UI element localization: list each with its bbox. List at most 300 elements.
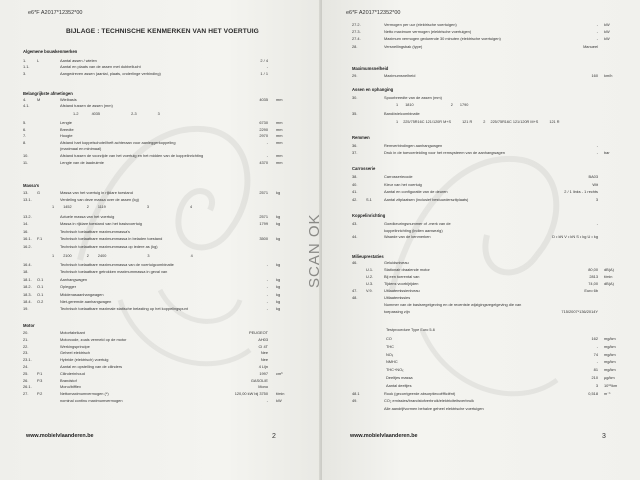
spec-unit: bar	[604, 150, 610, 156]
spec-value: -	[266, 153, 268, 158]
spec-label: Nummer van de basisregelgeving en de recentste wijzigingsregelgeving die van	[384, 302, 522, 307]
assen-sub2-c: 121 R	[462, 120, 473, 124]
spec-label: Alle aandrijfvormen behalve geheel elektrische voertuigen	[384, 405, 484, 411]
spec-label: Aantal en configuratie van de deuren	[384, 189, 448, 195]
spec-row	[23, 236, 292, 242]
spec-code: P.2	[37, 391, 43, 397]
massa-sub2-c: 2	[86, 254, 89, 258]
spec-row	[352, 95, 620, 101]
spec-row	[23, 269, 292, 275]
spec-label: Netto maximum vermogen (elektrische voertuigen)	[384, 29, 472, 35]
spec-label: Tijdens voorbijrijden	[384, 281, 419, 286]
spec-row	[352, 302, 620, 308]
massa-sub1-c: 2	[86, 205, 89, 209]
spec-number: 40.	[352, 181, 358, 187]
spec-code: O.2	[37, 299, 44, 304]
spec-number: 16.4.	[23, 262, 32, 267]
emission-unit: mg/km	[604, 367, 616, 373]
emission-label: Aantal deeltjes	[386, 382, 412, 388]
spec-value: -	[596, 150, 598, 156]
spec-unit: kW	[604, 36, 610, 42]
section-heading-assen: Assen en ophanging	[352, 87, 394, 92]
emission-row	[386, 367, 626, 373]
section-heading-snelheid: Maximumsnelheid	[352, 66, 389, 71]
spec-number: 26.	[23, 377, 29, 383]
footer-url[interactable]: www.mobielvlaanderen.be	[26, 433, 94, 439]
spec-unit: dB(A)	[604, 267, 614, 272]
emission-row	[386, 352, 626, 358]
spec-label: Massa van het voertuig in rijklare toestand	[60, 190, 133, 195]
massa-sub1-e: 3	[146, 205, 149, 209]
spec-label: Technisch toelaatbare maximale statische belasting op het koppelingspunt	[60, 306, 188, 312]
spec-value: 715/2007*136/2014Y	[561, 309, 598, 314]
spec-row	[23, 244, 292, 250]
spec-label: Aangedreven assen (aantal, plaats, onderlinge verbinding)	[60, 70, 161, 76]
spec-value: 1997	[259, 370, 268, 376]
spec-label: Werkingsprincipe	[60, 343, 90, 349]
spec-row	[23, 127, 292, 133]
spec-number: 49.	[352, 398, 358, 404]
spec-unit: kg	[276, 291, 281, 297]
spec-number: 19.	[23, 306, 29, 312]
spec-value: -	[596, 36, 598, 42]
spec-value: 74,00	[588, 281, 598, 286]
afm-sub-d: 3	[157, 112, 160, 116]
spec-number: 16.2.	[23, 243, 32, 249]
afm-sub-b: 4035	[91, 112, 101, 116]
spec-unit: mm	[276, 120, 283, 125]
massa-sub2-f: 4	[190, 254, 193, 258]
spec-label: Oplegger	[60, 284, 77, 290]
emission-label: Deeltjes massa	[386, 375, 413, 380]
spec-label: Brandstof	[60, 377, 77, 383]
spec-value: 4035	[259, 97, 268, 102]
spec-value: -	[596, 221, 598, 226]
afm-sub-c: 2-3	[131, 112, 137, 116]
spec-row	[23, 146, 292, 152]
spec-number: 16.	[23, 228, 29, 234]
spec-value: BA03	[588, 174, 598, 179]
spec-value: Euro 6b	[584, 288, 598, 293]
spec-value: -	[266, 284, 268, 290]
assen-sub2-d: 2	[483, 120, 486, 124]
spec-label: Remverbindingen aanhangwagen	[384, 143, 443, 148]
spec-label: Maximumsnelheid	[384, 73, 416, 78]
spec-code: P.1	[37, 370, 43, 376]
spec-value: 4370	[259, 159, 268, 165]
massa-sub2-a: 1	[52, 254, 55, 258]
spec-row	[352, 260, 620, 266]
spec-value: 1799	[259, 221, 268, 227]
spec-number: 25.	[23, 370, 29, 376]
spec-label: Maximum vermogen gedurende 30 minuten (elektrische voertuigen)	[384, 36, 501, 42]
spec-row	[23, 337, 292, 343]
spec-value: Manueel	[583, 43, 598, 49]
afm-sub-a: 1-2	[73, 112, 79, 116]
section-heading-carrosserie: Carrosserie	[352, 166, 376, 171]
page-title: BIJLAGE : TECHNISCHE KENMERKEN VAN HET VOERTUIG	[66, 28, 259, 35]
emission-unit: mg/km	[604, 336, 616, 341]
spec-number: 5.	[23, 120, 27, 125]
spec-row	[23, 391, 292, 397]
spec-number: 20.	[23, 330, 29, 335]
spec-label: Hoogte	[60, 133, 73, 139]
massa-sub1-a: 1	[52, 205, 55, 209]
spec-row	[352, 391, 620, 397]
spec-label: Wielbasis	[60, 97, 77, 102]
spec-number: 1.	[23, 58, 27, 63]
emission-unit: mg/km	[604, 343, 616, 349]
assen-sub-row-2	[396, 120, 559, 124]
spec-code: O.1	[37, 291, 44, 297]
spec-number: 10.	[23, 153, 29, 158]
spec-number: 27.4.	[352, 36, 361, 42]
spec-unit: mm	[276, 159, 283, 165]
spec-label: Band/wielcombinatie	[384, 111, 420, 116]
spec-label: Aanhangwagen	[60, 276, 88, 282]
section-heading-algemeen: Algemene bouwkenmerken	[23, 49, 78, 54]
spec-label: Lengte	[60, 120, 72, 125]
spec-label: Technisch toelaatbare maximummassa op iedere as (kg)	[60, 243, 158, 249]
spec-value: -	[266, 299, 268, 304]
spec-label: nominal continu maximumvermogen	[60, 398, 123, 403]
spec-label: Afstand tussen de voorzijde van het voertuig en het midden van de koppelinrichting	[60, 153, 204, 158]
spec-value: Wit	[592, 181, 598, 187]
spec-label: Waarde van de kenmerken	[384, 234, 431, 240]
spec-row	[23, 277, 292, 283]
massa-sub2-e: 3	[147, 254, 150, 258]
spec-unit: mm	[276, 153, 283, 158]
spec-row	[23, 71, 292, 77]
emission-value: 210	[591, 375, 598, 380]
spec-unit: kg	[276, 306, 281, 312]
spec-value: AH03	[258, 336, 268, 342]
spec-number: 27.	[23, 391, 29, 397]
spec-unit: kg	[276, 276, 281, 282]
spec-row	[23, 214, 292, 220]
spec-row	[23, 160, 292, 166]
emission-row	[386, 359, 626, 365]
emission-row	[386, 375, 626, 381]
spec-unit: m⁻¹	[604, 391, 611, 396]
spec-value: PEUGEOT	[248, 330, 268, 335]
page-number: 3	[602, 433, 606, 440]
spec-value: 1 / 1	[260, 70, 268, 76]
spec-row	[352, 398, 620, 404]
spec-label: Technisch toelaatbare getrokken maximummassa in geval van	[60, 269, 168, 275]
spec-unit: cm³	[276, 370, 283, 376]
assen-sub1-c: 2	[450, 103, 453, 107]
emission-row	[386, 344, 626, 350]
spec-value: Mono	[258, 384, 268, 390]
spec-value: Nee	[260, 357, 268, 363]
spec-row	[23, 140, 292, 146]
spec-label: Motorcode, zoals vermeld op de motor	[60, 336, 127, 342]
spec-label: Niet-geremde aanhangwagen	[60, 299, 112, 304]
spec-row	[352, 182, 620, 188]
section-heading-massas: Massa's	[23, 183, 40, 188]
spec-code: O.1	[37, 276, 44, 282]
spec-row	[23, 350, 292, 356]
document-id: e6*F A2017*12352*00	[28, 10, 83, 16]
spec-number: 37.	[352, 150, 358, 156]
scan-ok-stamp: SCAN OK	[306, 213, 323, 288]
spec-row	[23, 221, 292, 227]
spec-label: Goedkeuringsnummer of -merk van de	[384, 221, 451, 226]
spec-value: 3	[595, 196, 598, 202]
spec-label: Cilinderinhoud	[60, 370, 85, 376]
spec-row	[352, 150, 620, 156]
spec-number: 4.1.	[23, 103, 30, 109]
spec-label: Afstand hart koppelschotel/heft achteraan voor aanleggerkoppeling	[60, 139, 176, 145]
spec-number: 47.	[352, 288, 358, 293]
spec-code: U.1.	[366, 267, 374, 272]
spec-row	[23, 371, 292, 377]
spec-row	[23, 292, 292, 298]
spec-unit: kg	[276, 221, 281, 227]
spec-unit: kW	[604, 22, 610, 27]
spec-row	[23, 299, 292, 305]
spec-row	[23, 330, 292, 336]
spec-label: Aantal en plaats van de assen met dubbellucht	[60, 64, 141, 70]
spec-number: 44.	[352, 234, 358, 240]
spec-label: CO₂ emissies/brandstofverbruik/elektriciteitsverbruik	[384, 398, 474, 404]
spec-value: 2571	[259, 190, 268, 195]
spec-unit: mm	[276, 139, 283, 145]
spec-label: Massa in rijklare toestand van het basisvoertuig	[60, 221, 142, 227]
spec-number: 6.	[23, 126, 27, 132]
spec-number: 7.	[23, 133, 27, 139]
spec-value: -	[266, 139, 268, 145]
assen-sub2-b: 225/75R16C 121/120R M+S	[403, 120, 451, 124]
spec-label: Hybride (elektrisch) voertuig	[60, 357, 109, 363]
section-heading-remmen: Remmen	[352, 135, 370, 140]
spec-unit: kW	[604, 29, 610, 35]
spec-number: 46.	[352, 260, 358, 265]
spec-code: F.1	[37, 236, 43, 242]
spec-value: 2290	[259, 126, 268, 132]
spec-value: 4 Lijn	[258, 364, 268, 369]
spec-row	[23, 306, 292, 312]
spec-code: U.2.	[366, 274, 374, 279]
spec-value: -	[596, 22, 598, 27]
spec-row	[23, 262, 292, 268]
spec-row	[352, 143, 620, 149]
spec-value: CI 4T	[258, 343, 268, 349]
spec-row	[352, 309, 620, 315]
spec-value: 0,518	[588, 391, 598, 396]
document-id: e6*F A2017*12352*00	[346, 10, 401, 16]
spec-row	[23, 197, 292, 203]
spec-label: Druk in de toevoerleiding voor het remsysteem van de aanhangwagen	[384, 150, 505, 156]
spec-code: M	[37, 97, 41, 102]
spec-row	[352, 288, 620, 294]
spec-number: 38.	[352, 174, 358, 179]
spec-code: S.1	[366, 196, 372, 202]
emission-value: 3	[595, 382, 598, 388]
massa-sub2-d: 2400	[97, 254, 107, 258]
page-number: 2	[272, 433, 276, 440]
afm-sub-row	[73, 112, 160, 116]
spec-label: Motorfabrikant	[60, 330, 85, 335]
spec-value: -	[266, 64, 268, 70]
spec-unit: kg	[276, 214, 281, 219]
spec-value: 2571	[259, 214, 268, 219]
spec-row	[352, 295, 620, 301]
spec-row	[23, 133, 292, 139]
spec-value: GASOLIE	[250, 377, 268, 383]
spec-unit: kW	[276, 398, 282, 403]
spec-number: 13.2.	[23, 214, 32, 219]
spec-value: 3500	[259, 236, 268, 242]
spec-row	[352, 73, 620, 79]
assen-sub1-a: 1	[396, 103, 399, 107]
spec-value: 6730	[259, 120, 268, 125]
emission-label: THC+NOₓ	[386, 367, 404, 373]
spec-value: 2 / 1 links - 1 rechts	[564, 189, 598, 195]
spec-unit: kg	[276, 262, 281, 267]
spec-label: Uitlaatemissies	[384, 295, 411, 300]
spec-label: Aantal assen / wielen	[60, 58, 97, 63]
spec-label: Technisch toelaatbare maximummassa van de voertuigcombinatie	[60, 262, 174, 267]
spec-row	[23, 103, 292, 109]
emission-row	[386, 336, 626, 342]
spec-number: 3.	[23, 70, 27, 76]
spec-value: 160	[591, 73, 598, 78]
spec-label: Lengte van de laadruimte	[60, 159, 104, 165]
spec-number: 18.3.	[23, 291, 32, 297]
spec-label: Spoorbreedte van de assen (mm)	[384, 95, 442, 100]
spec-number: 8.	[23, 139, 27, 145]
spec-label: Middenasaanhangwagen	[60, 291, 104, 297]
assen-sub2-f: 121 R	[549, 120, 560, 124]
section-heading-afmetingen: Belangrijkste afmetingen	[23, 91, 73, 96]
spec-number: 1.1.	[23, 64, 30, 70]
spec-label: Kleur van het voertuig	[384, 181, 422, 187]
spec-number: 48.	[352, 295, 358, 300]
spec-unit: kg	[276, 284, 281, 290]
massa-sub1-d: 1119	[97, 205, 106, 209]
spec-row	[23, 190, 292, 196]
spec-row	[23, 398, 292, 404]
spec-row	[23, 97, 292, 103]
spec-number: 48.1	[352, 391, 360, 396]
spec-row	[23, 384, 292, 390]
emission-unit: mg/km	[604, 359, 616, 365]
spec-unit: mm	[276, 126, 283, 132]
spec-label: Bij een toerental van	[384, 274, 420, 279]
spec-row	[23, 229, 292, 235]
spec-row	[23, 64, 292, 70]
spec-label: Afstand tussen de assen (mm)	[60, 103, 113, 109]
spec-number: 30.	[352, 95, 358, 100]
spec-code: O.1	[37, 284, 44, 290]
emission-unit: µg/km	[604, 375, 615, 380]
spec-value: -	[596, 29, 598, 35]
emission-unit: mg/km	[604, 351, 616, 357]
spec-row	[352, 234, 620, 240]
spec-row	[23, 120, 292, 126]
spec-row	[352, 111, 620, 117]
spec-row	[23, 364, 292, 370]
spec-unit: t/min	[604, 274, 613, 279]
spec-number: 14.	[23, 221, 29, 227]
test-procedure: Testprocedure Type Euro 5-6	[386, 328, 435, 332]
footer-url[interactable]: www.mobielvlaanderen.be	[350, 433, 418, 439]
spec-number: 23.1.	[23, 357, 32, 363]
spec-row	[352, 406, 620, 412]
spec-code: V.9.	[366, 288, 373, 293]
spec-number: 27.3.	[352, 29, 361, 35]
right-page	[322, 0, 640, 480]
spec-row	[23, 344, 292, 350]
spec-unit: kg	[276, 299, 281, 304]
spec-row	[23, 58, 292, 64]
spec-number: 23.	[23, 350, 29, 356]
spec-number: 36.	[352, 143, 358, 148]
spec-label: Uitlaatemissieniveau	[384, 288, 420, 293]
assen-sub2-e: 225/75R16C 121/120R M+S	[490, 120, 539, 124]
spec-row	[352, 174, 620, 180]
spec-label: Aantal zitplaatsen (inclusief bestuurderszitplaats)	[384, 196, 469, 202]
section-heading-motor: Motor	[23, 323, 35, 328]
emission-label: CO	[386, 336, 392, 341]
spec-label: Vermogen per uur (elektrische voertuigen)	[384, 22, 457, 27]
spec-label: Verdeling van deze massa over de assen (kg)	[60, 197, 139, 202]
spec-number: 18.	[23, 269, 29, 275]
spec-number: 41.	[352, 189, 358, 195]
spec-value: -	[266, 398, 268, 403]
spec-label: Aantal en opstelling van de cilinders	[60, 364, 123, 369]
spec-number: 21.	[23, 336, 29, 342]
assen-sub2-a: 1	[396, 120, 399, 124]
spec-number: 18.4.	[23, 299, 32, 304]
spec-row	[352, 274, 620, 280]
spec-value: 120,00 kW bij 3750	[234, 391, 268, 397]
spec-label: Mono/bifflex	[60, 384, 81, 390]
spec-label: Technisch toelaatbare maximummassa in beladen toestand	[60, 236, 163, 242]
spec-number: 11.	[23, 159, 29, 165]
spec-label: Geluidsniveau	[384, 260, 409, 265]
spec-label: Stationair draaiende motor	[384, 267, 430, 272]
spec-label: Geheel elektrisch	[60, 350, 91, 356]
massa-sub2-b: 2100	[63, 254, 72, 258]
spec-label: Technisch toelaatbare maximummassa's	[60, 228, 130, 234]
assen-sub-row-1	[396, 103, 468, 107]
spec-number: 43.	[352, 221, 358, 226]
spec-label: koppelinrichting (indien aanwezig)	[384, 227, 443, 233]
spec-value: -	[266, 262, 268, 267]
emission-label: NMHC	[386, 359, 398, 365]
spec-number: 4.	[23, 97, 27, 102]
massa-sub1-b: 1452	[63, 205, 72, 209]
spec-value: -	[266, 291, 268, 297]
spec-number: 42.	[352, 196, 358, 202]
emission-label: THC	[386, 343, 394, 349]
spec-unit: t/min	[276, 391, 285, 397]
massa-sub-row-1	[52, 205, 192, 209]
spec-number: 13.1.	[23, 197, 32, 202]
spec-unit: dB(A)	[604, 281, 614, 286]
emission-value: -	[596, 343, 598, 349]
spec-row	[352, 36, 620, 42]
emission-row	[386, 383, 626, 389]
emission-value: 81	[593, 367, 598, 373]
emission-unit: 10¹¹/km	[604, 382, 618, 388]
spec-value: D • kN V • kN S • kg U • kg	[552, 234, 598, 240]
spec-unit: kg	[276, 236, 281, 242]
spec-number: 22.	[23, 343, 29, 349]
